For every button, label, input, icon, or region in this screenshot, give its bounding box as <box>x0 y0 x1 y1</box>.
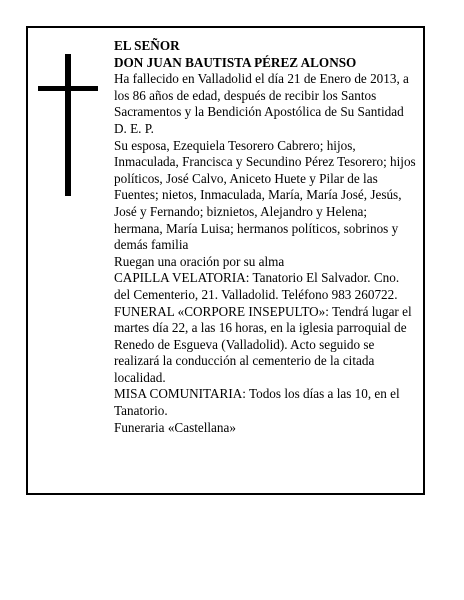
chapel-info: CAPILLA VELATORIA: Tanatorio El Salvador. Cno. del Cementerio, 21. Valladolid. Teléfono 983 260722. <box>114 270 400 302</box>
funeral-home: Funeraria «Castellana» <box>114 419 236 435</box>
cross-horizontal-bar <box>38 86 98 91</box>
death-announcement: Ha fallecido en Valladolid el día 21 de Enero de 2013, a los 86 años de edad, después de recibir los Santos Sacramentos y la Bendición Apostólica de Su Santidad D. E. P. <box>114 71 409 136</box>
mass-info: MISA COMUNITARIA: Todos los días a las 10, en el Tanatorio. <box>114 386 400 419</box>
cross-icon <box>38 54 98 196</box>
heading-title: EL SEÑOR <box>114 38 180 53</box>
cross-vertical-bar <box>65 54 71 196</box>
funeral-info: FUNERAL «CORPORE INSEPULTO»: Tendrá lugar el martes día 22, a las 16 horas, en la iglesia parroquial de Renedo de Esgueva (Valladolid). Acto seguido se realizará la conducción al cementerio de la citada localidad. <box>114 303 412 385</box>
obituary-text <box>114 38 418 436</box>
deceased-name: DON JUAN BAUTISTA PÉREZ ALONSO <box>114 54 357 70</box>
prayer-request: Ruegan una oración por su alma <box>114 253 285 269</box>
family-list: Su esposa, Ezequiela Tesorero Cabrero; hijos, Inmaculada, Francisca y Secundino Pérez Tesorero; hijos políticos, José Calvo, Aniceto Huete y Pilar de las Fuentes; nietos, Inmaculada, María, María José, Jesús, José y Fernando; biznietos, Alejandro y Helena; hermana, María Luisa; hermanos políticos, sobrinos y demás familia <box>114 137 416 253</box>
